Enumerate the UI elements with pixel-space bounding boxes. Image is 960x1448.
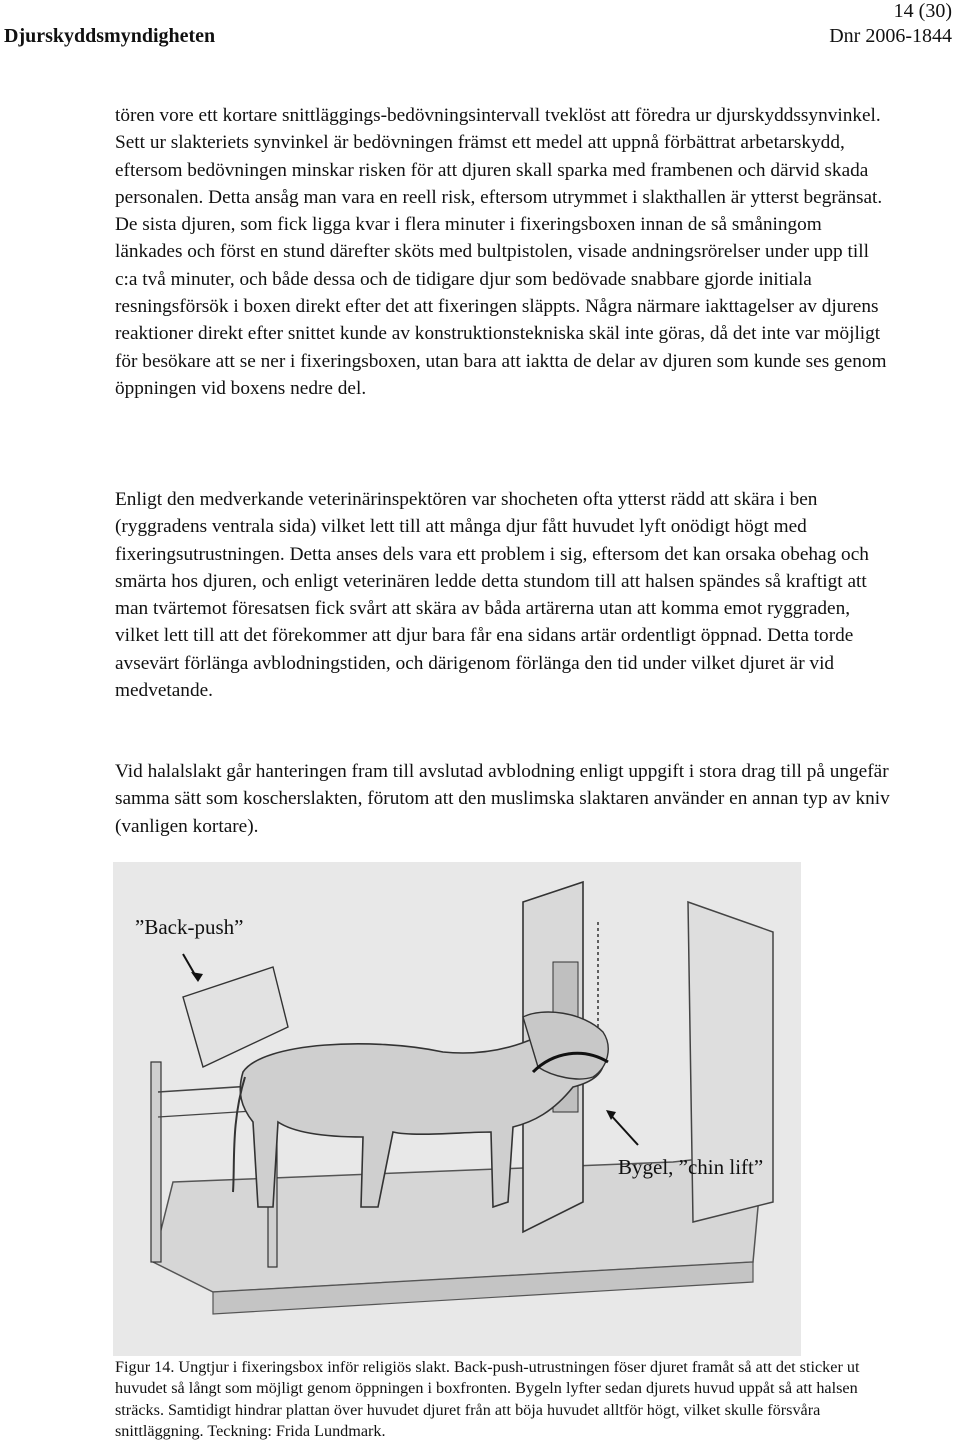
page-number: 14 (30) bbox=[893, 0, 952, 22]
document-reference: Dnr 2006-1844 bbox=[829, 25, 952, 47]
figure-drawing bbox=[113, 862, 801, 1356]
label-back-push: ”Back-push” bbox=[135, 915, 244, 939]
label-chin-lift: Bygel, ”chin lift” bbox=[618, 1155, 764, 1179]
organization-name: Djurskyddsmyndigheten bbox=[4, 25, 216, 47]
paragraph-3: Vid halalslakt går hanteringen fram till avslutad avblodning enligt uppgift i stora drag till på ungefär samma sätt som koscherslakten, förutom att den muslimska slaktaren använder en annan typ av kniv (vanligen kortare). bbox=[115, 761, 890, 837]
paragraph-1: tören vore ett kortare snittläggings-bedövningsintervall tveklöst att föredra ur djurskyddssynvinkel. Sett ur slakteriets synvinkel är bedövningen främst ett medel att uppnå förbättrat arbetarskydd, eftersom bedövningen minskar risken för att djuren skall sparka med frambenen och därvid skada personalen. Detta ansåg man vara en reell risk, eftersom utrymmet i slakthallen är ytterst begränsat. De sista djuren, som fick ligga kvar i flera minuter i fixeringsboxen innan de så småningom länkades och först en stund därefter sköts med bultpistolen, visade andningsrörelser under upp till c:a två minuter, och både dessa och de tidigare djur som bedövade snabbare gjorde initiala resningsförsök i boxen direkt efter det att fixeringen släppts. Några närmare iakttagelser av djurens reaktioner direkt efter snittet kunde av konstruktionstekniska skäl inte göras, då det inte var möjligt för besökare att se ner i fixeringsboxen, utan bara att iaktta de delar av djuren som kunde ses genom öppningen vid boxens nedre del. bbox=[115, 105, 887, 399]
figure-caption: Figur 14. Ungtjur i fixeringsbox inför religiös slakt. Back-push-utrustningen föser djuret framåt så att det sticker ut huvudet så långt som möjligt genom öppningen i boxfronten. Bygeln lyfter sedan djurets huvud uppåt så att halsen sträcks. Samtidigt hindrar plattan över huvudet djuret från att böja huvudet alltför högt, vilket skulle försvåra snittläggning. Teckning: Frida Lundmark. bbox=[115, 1358, 860, 1441]
paragraph-2: Enligt den medverkande veterinärinspektören var shocheten ofta ytterst rädd att skära i ben (ryggradens ventrala sida) vilket lett till att många djur fått huvudet lyft onödigt högt med fixeringsutrustningen. Detta anses dels vara ett problem i sig, eftersom det kan orsaka obehag och smärta hos djuren, och enligt veterinären ledde detta stundom till att halsen spändes så kraftigt att man tvärtemot föresatsen fick svårt att skära av båda artärerna utan att komma emot ryggraden, vilket lett till att det förekommer att djur bara får ena sidans artär ordentligt öppnad. Detta torde avsevärt förlänga avblodningstiden, och därigenom förlänga den tid under vilket djuret är vid medvetande. bbox=[115, 489, 869, 702]
fixation-box-sketch bbox=[113, 862, 801, 1356]
